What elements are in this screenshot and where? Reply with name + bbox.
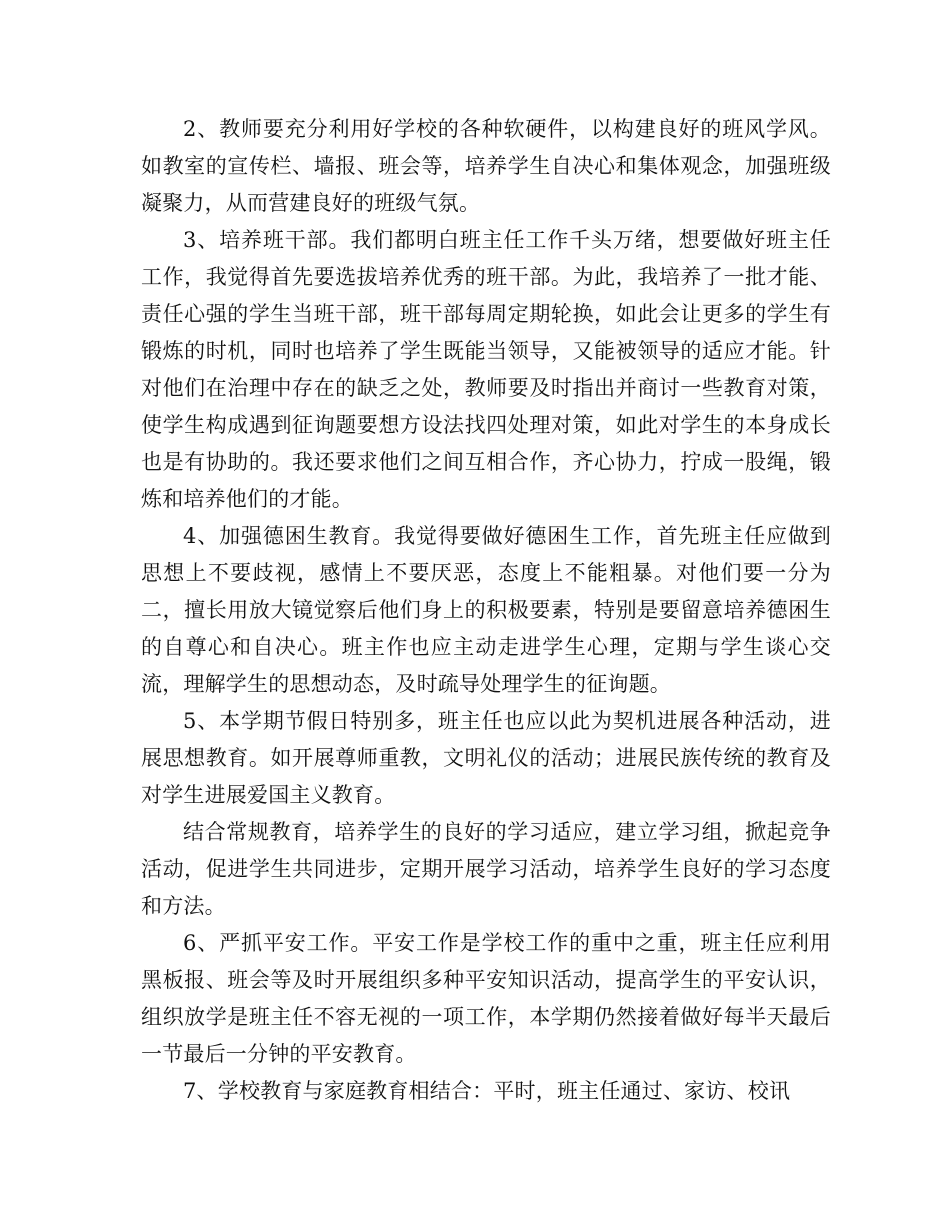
paragraph-routine-education: 结合常规教育，培养学生的良好的学习适应，建立学习组，掀起竞争活动，促进学生共同进步，定期开展学习活动，培养学生良好的学习态度和方法。: [141, 820, 831, 918]
paragraph-item-6: 6、严抓平安工作。平安工作是学校工作的重中之重，班主任应利用黑板报、班会等及时开展组织多种平安知识活动，提高学生的平安认识，组织放学是班主任不容无视的一项工作，本学期仍然接着做好每半天最后一节最后一分钟的平安教育。: [141, 931, 831, 1066]
paragraph-item-2: 2、教师要充分利用好学校的各种软硬件，以构建良好的班风学风。如教室的宣传栏、墙报、班会等，培养学生自决心和集体观念，加强班级凝聚力，从而营建良好的班级气氛。: [141, 117, 831, 215]
paragraph-item-5: 5、本学期节假日特别多，班主任也应以此为契机进展各种活动，进展思想教育。如开展尊师重教，文明礼仪的活动；进展民族传统的教育及对学生进展爱国主义教育。: [141, 709, 831, 807]
paragraph-item-4: 4、加强德困生教育。我觉得要做好德困生工作，首先班主任应做到思想上不要歧视，感情上不要厌恶，态度上不能粗暴。对他们要一分为二，擅长用放大镜觉察后他们身上的积极要素，特别是要留意培养德困生的自尊心和自决心。班主作也应主动走进学生心理，定期与学生谈心交流，理解学生的思想动态，及时疏导处理学生的征询题。: [141, 524, 831, 696]
paragraph-item-3: 3、培养班干部。我们都明白班主任工作千头万绪，想要做好班主任工作，我觉得首先要选拔培养优秀的班干部。为此，我培养了一批才能、责任心强的学生当班干部，班干部每周定期轮换，如此会让更多的学生有锻炼的时机，同时也培养了学生既能当领导，又能被领导的适应才能。针对他们在治理中存在的缺乏之处，教师要及时指出并商讨一些教育对策，使学生构成遇到征询题要想方设法找四处理对策，如此对学生的本身成长也是有协助的。我还要求他们之间互相合作，齐心协力，拧成一股绳，锻炼和培养他们的才能。: [141, 228, 831, 511]
document-body: [141, 111, 831, 1110]
paragraph-item-7: 7、学校教育与家庭教育相结合：平时，班主任通过、家访、校讯: [183, 1079, 791, 1103]
